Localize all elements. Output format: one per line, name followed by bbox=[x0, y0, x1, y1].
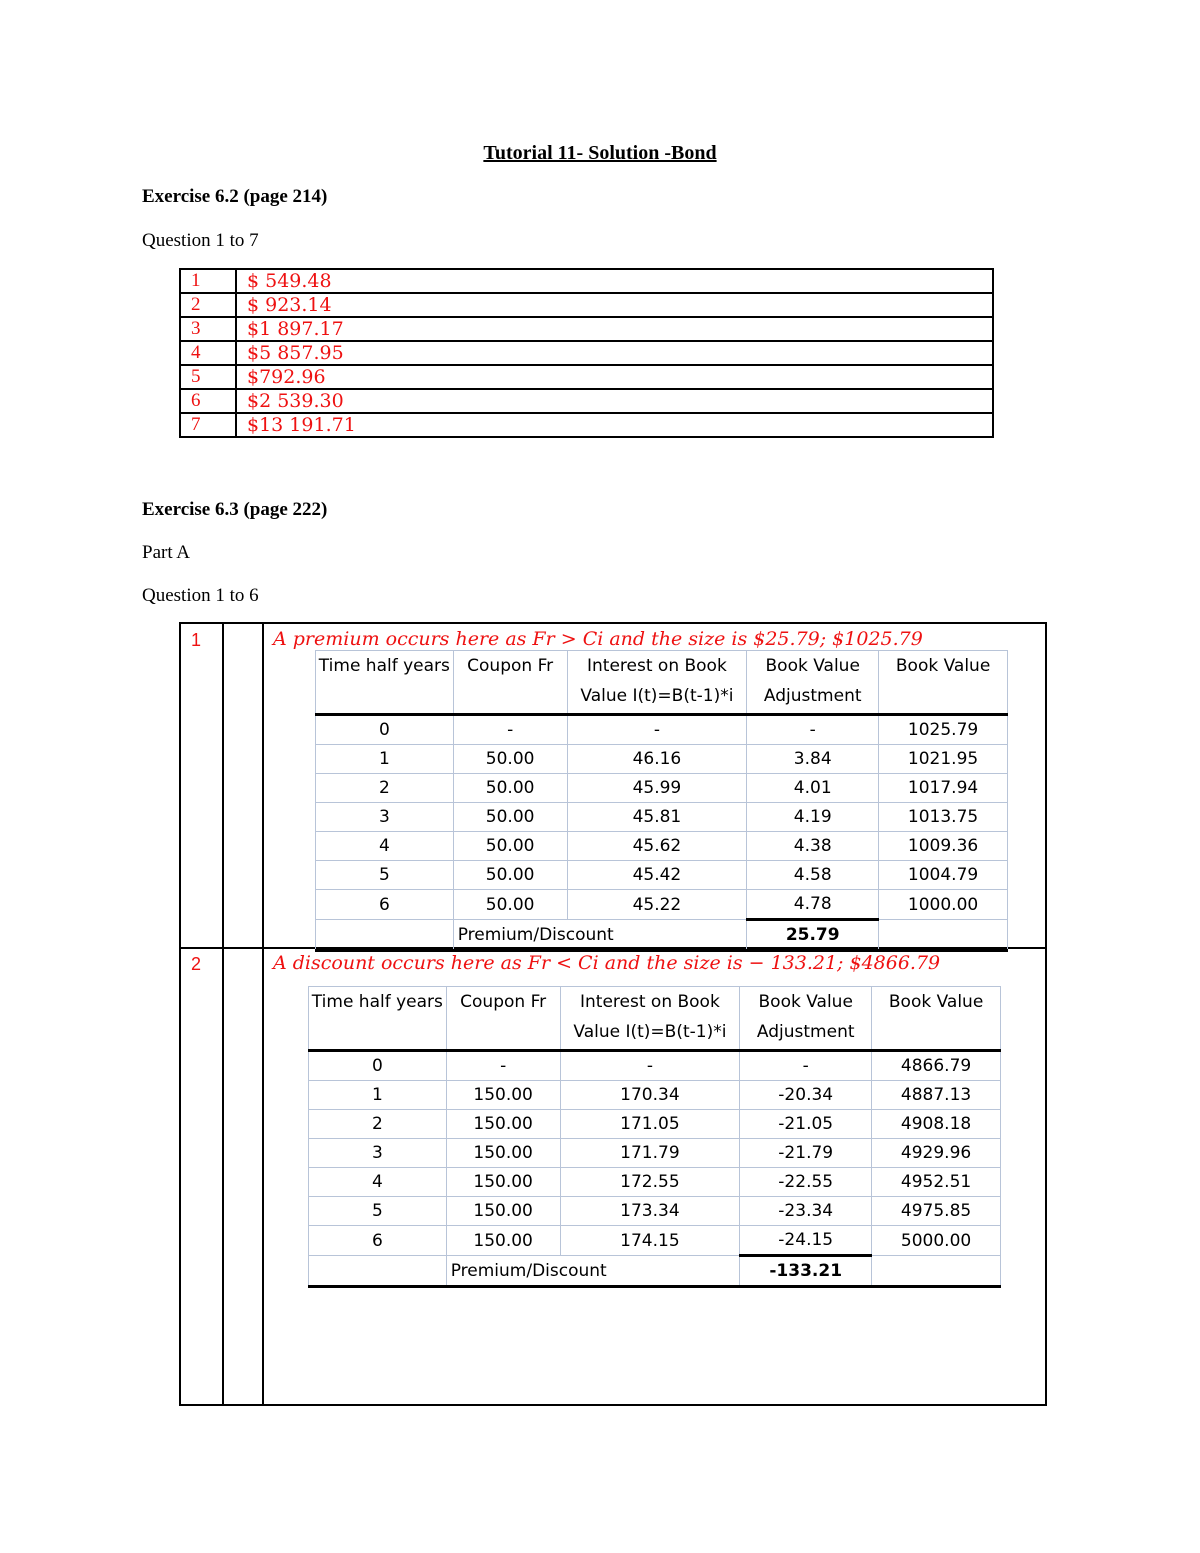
answer-number: 2 bbox=[180, 293, 236, 317]
question-2-number: 2 bbox=[191, 954, 202, 974]
table-cell: - bbox=[747, 715, 879, 745]
table-cell: 1013.75 bbox=[879, 803, 1008, 832]
footer-row bbox=[316, 920, 1008, 951]
answer-value: $13 191.71 bbox=[236, 413, 993, 437]
answer-number: 4 bbox=[180, 341, 236, 365]
table-cell: 3 bbox=[309, 1139, 447, 1168]
answer-value: $ 923.14 bbox=[236, 293, 993, 317]
table-row bbox=[309, 1168, 1001, 1197]
table-row bbox=[309, 1139, 1001, 1168]
table-cell: 171.79 bbox=[560, 1139, 740, 1168]
answer-row bbox=[180, 365, 993, 389]
table-cell: 4 bbox=[316, 832, 454, 861]
table-cell: 150.00 bbox=[446, 1197, 560, 1226]
table-cell: 172.55 bbox=[560, 1168, 740, 1197]
answer-row bbox=[180, 341, 993, 365]
table-cell: 173.34 bbox=[560, 1197, 740, 1226]
table-row bbox=[309, 1051, 1001, 1081]
table-cell: 3 bbox=[316, 803, 454, 832]
part-label: Part A bbox=[142, 542, 191, 563]
table-row bbox=[309, 1081, 1001, 1110]
table-cell: 5 bbox=[316, 861, 454, 890]
table-row bbox=[316, 803, 1008, 832]
table-cell: 46.16 bbox=[567, 745, 747, 774]
table-cell: -24.15 bbox=[740, 1226, 872, 1256]
table-cell: 0 bbox=[309, 1051, 447, 1081]
exercise-6-3-heading: Exercise 6.3 (page 222) bbox=[142, 499, 328, 520]
column-header: Book Value Adjustment bbox=[740, 987, 872, 1051]
table-row bbox=[309, 1226, 1001, 1256]
table-cell: 6 bbox=[316, 890, 454, 920]
table-cell: 150.00 bbox=[446, 1226, 560, 1256]
table-cell: 50.00 bbox=[453, 832, 567, 861]
table-cell: 2 bbox=[316, 774, 454, 803]
table-row bbox=[316, 890, 1008, 920]
table-cell bbox=[309, 1256, 447, 1287]
table-row bbox=[316, 861, 1008, 890]
table-cell: - bbox=[740, 1051, 872, 1081]
answer-number: 3 bbox=[180, 317, 236, 341]
answers-table bbox=[179, 268, 994, 438]
table-cell: 1 bbox=[316, 745, 454, 774]
answer-row bbox=[180, 317, 993, 341]
question-1-number: 1 bbox=[191, 630, 202, 650]
table-cell: 4.19 bbox=[747, 803, 879, 832]
premium-discount-label: Premium/Discount bbox=[446, 1256, 740, 1287]
table-row bbox=[309, 1110, 1001, 1139]
question-2-statement: A discount occurs here as Fr < Ci and the size is − 133.21; $4866.79 bbox=[273, 952, 941, 974]
table-cell: 45.99 bbox=[567, 774, 747, 803]
answer-value: $1 897.17 bbox=[236, 317, 993, 341]
answer-row bbox=[180, 293, 993, 317]
answer-row bbox=[180, 413, 993, 437]
table-cell: 4866.79 bbox=[872, 1051, 1001, 1081]
table-cell: -20.34 bbox=[740, 1081, 872, 1110]
table-cell: 5000.00 bbox=[872, 1226, 1001, 1256]
page-title: Tutorial 11- Solution -Bond bbox=[483, 142, 717, 164]
table-cell: 4 bbox=[309, 1168, 447, 1197]
table-cell: 1009.36 bbox=[879, 832, 1008, 861]
table-cell: 4908.18 bbox=[872, 1110, 1001, 1139]
table-cell: 1000.00 bbox=[879, 890, 1008, 920]
answer-value: $2 539.30 bbox=[236, 389, 993, 413]
table-cell: 1004.79 bbox=[879, 861, 1008, 890]
table-cell: 1 bbox=[309, 1081, 447, 1110]
column-divider bbox=[222, 624, 224, 1404]
table-cell: 0 bbox=[316, 715, 454, 745]
premium-discount-value: -133.21 bbox=[740, 1256, 872, 1287]
table-cell: 4929.96 bbox=[872, 1139, 1001, 1168]
column-header: Book Value bbox=[879, 651, 1008, 715]
answer-number: 7 bbox=[180, 413, 236, 437]
table-cell: 174.15 bbox=[560, 1226, 740, 1256]
table-cell: 4.38 bbox=[747, 832, 879, 861]
column-divider bbox=[262, 624, 264, 1404]
table-cell: 4.01 bbox=[747, 774, 879, 803]
column-header: Time half years bbox=[316, 651, 454, 715]
premium-discount-value: 25.79 bbox=[747, 920, 879, 951]
table-cell: 1017.94 bbox=[879, 774, 1008, 803]
column-header: Coupon Fr bbox=[446, 987, 560, 1051]
table-cell: 1025.79 bbox=[879, 715, 1008, 745]
answer-row bbox=[180, 389, 993, 413]
table-cell: - bbox=[567, 715, 747, 745]
table-row bbox=[316, 745, 1008, 774]
table-cell: 171.05 bbox=[560, 1110, 740, 1139]
table-cell: 4952.51 bbox=[872, 1168, 1001, 1197]
table-cell: 45.22 bbox=[567, 890, 747, 920]
table-row bbox=[316, 715, 1008, 745]
column-header: Book Value Adjustment bbox=[747, 651, 879, 715]
premium-amortization-table bbox=[315, 650, 1008, 952]
table-cell: 45.81 bbox=[567, 803, 747, 832]
table-cell: - bbox=[446, 1051, 560, 1081]
table-cell: 45.62 bbox=[567, 832, 747, 861]
table-cell: 50.00 bbox=[453, 745, 567, 774]
exercise-6-3-subheading: Question 1 to 6 bbox=[142, 585, 259, 606]
table-cell: 4.78 bbox=[747, 890, 879, 920]
table-cell: 6 bbox=[309, 1226, 447, 1256]
table-cell: - bbox=[560, 1051, 740, 1081]
table-cell: 150.00 bbox=[446, 1081, 560, 1110]
answer-value: $ 549.48 bbox=[236, 269, 993, 293]
column-header: Time half years bbox=[309, 987, 447, 1051]
table-cell: 50.00 bbox=[453, 861, 567, 890]
premium-discount-label: Premium/Discount bbox=[453, 920, 747, 951]
table-cell bbox=[879, 920, 1008, 951]
column-header: Book Value bbox=[872, 987, 1001, 1051]
table-cell: 150.00 bbox=[446, 1168, 560, 1197]
answer-row bbox=[180, 269, 993, 293]
footer-row bbox=[309, 1256, 1001, 1287]
table-cell: 3.84 bbox=[747, 745, 879, 774]
column-header: Interest on Book Value I(t)=B(t-1)*i bbox=[560, 987, 740, 1051]
table-cell: -22.55 bbox=[740, 1168, 872, 1197]
table-cell bbox=[872, 1256, 1001, 1287]
table-cell: -21.05 bbox=[740, 1110, 872, 1139]
column-header: Coupon Fr bbox=[453, 651, 567, 715]
table-cell: 4.58 bbox=[747, 861, 879, 890]
table-cell: 45.42 bbox=[567, 861, 747, 890]
table-cell: 150.00 bbox=[446, 1110, 560, 1139]
answer-value: $792.96 bbox=[236, 365, 993, 389]
table-row bbox=[309, 1197, 1001, 1226]
table-cell: 150.00 bbox=[446, 1139, 560, 1168]
table-cell: 4975.85 bbox=[872, 1197, 1001, 1226]
answer-number: 1 bbox=[180, 269, 236, 293]
answer-value: $5 857.95 bbox=[236, 341, 993, 365]
table-cell: 50.00 bbox=[453, 774, 567, 803]
table-row bbox=[316, 832, 1008, 861]
discount-amortization-table bbox=[308, 986, 1001, 1288]
table-cell: -21.79 bbox=[740, 1139, 872, 1168]
table-cell: - bbox=[453, 715, 567, 745]
question-1-statement: A premium occurs here as Fr > Ci and the size is $25.79; $1025.79 bbox=[273, 628, 923, 650]
table-cell: 50.00 bbox=[453, 890, 567, 920]
table-cell: -23.34 bbox=[740, 1197, 872, 1226]
exercise-6-2-heading: Exercise 6.2 (page 214) bbox=[142, 186, 328, 207]
column-header: Interest on Book Value I(t)=B(t-1)*i bbox=[567, 651, 747, 715]
table-cell: 5 bbox=[309, 1197, 447, 1226]
table-row bbox=[316, 774, 1008, 803]
exercise-6-2-subheading: Question 1 to 7 bbox=[142, 230, 259, 251]
table-cell: 4887.13 bbox=[872, 1081, 1001, 1110]
table-cell: 170.34 bbox=[560, 1081, 740, 1110]
table-cell: 50.00 bbox=[453, 803, 567, 832]
answer-number: 5 bbox=[180, 365, 236, 389]
table-cell: 2 bbox=[309, 1110, 447, 1139]
table-cell bbox=[316, 920, 454, 951]
answer-number: 6 bbox=[180, 389, 236, 413]
table-cell: 1021.95 bbox=[879, 745, 1008, 774]
